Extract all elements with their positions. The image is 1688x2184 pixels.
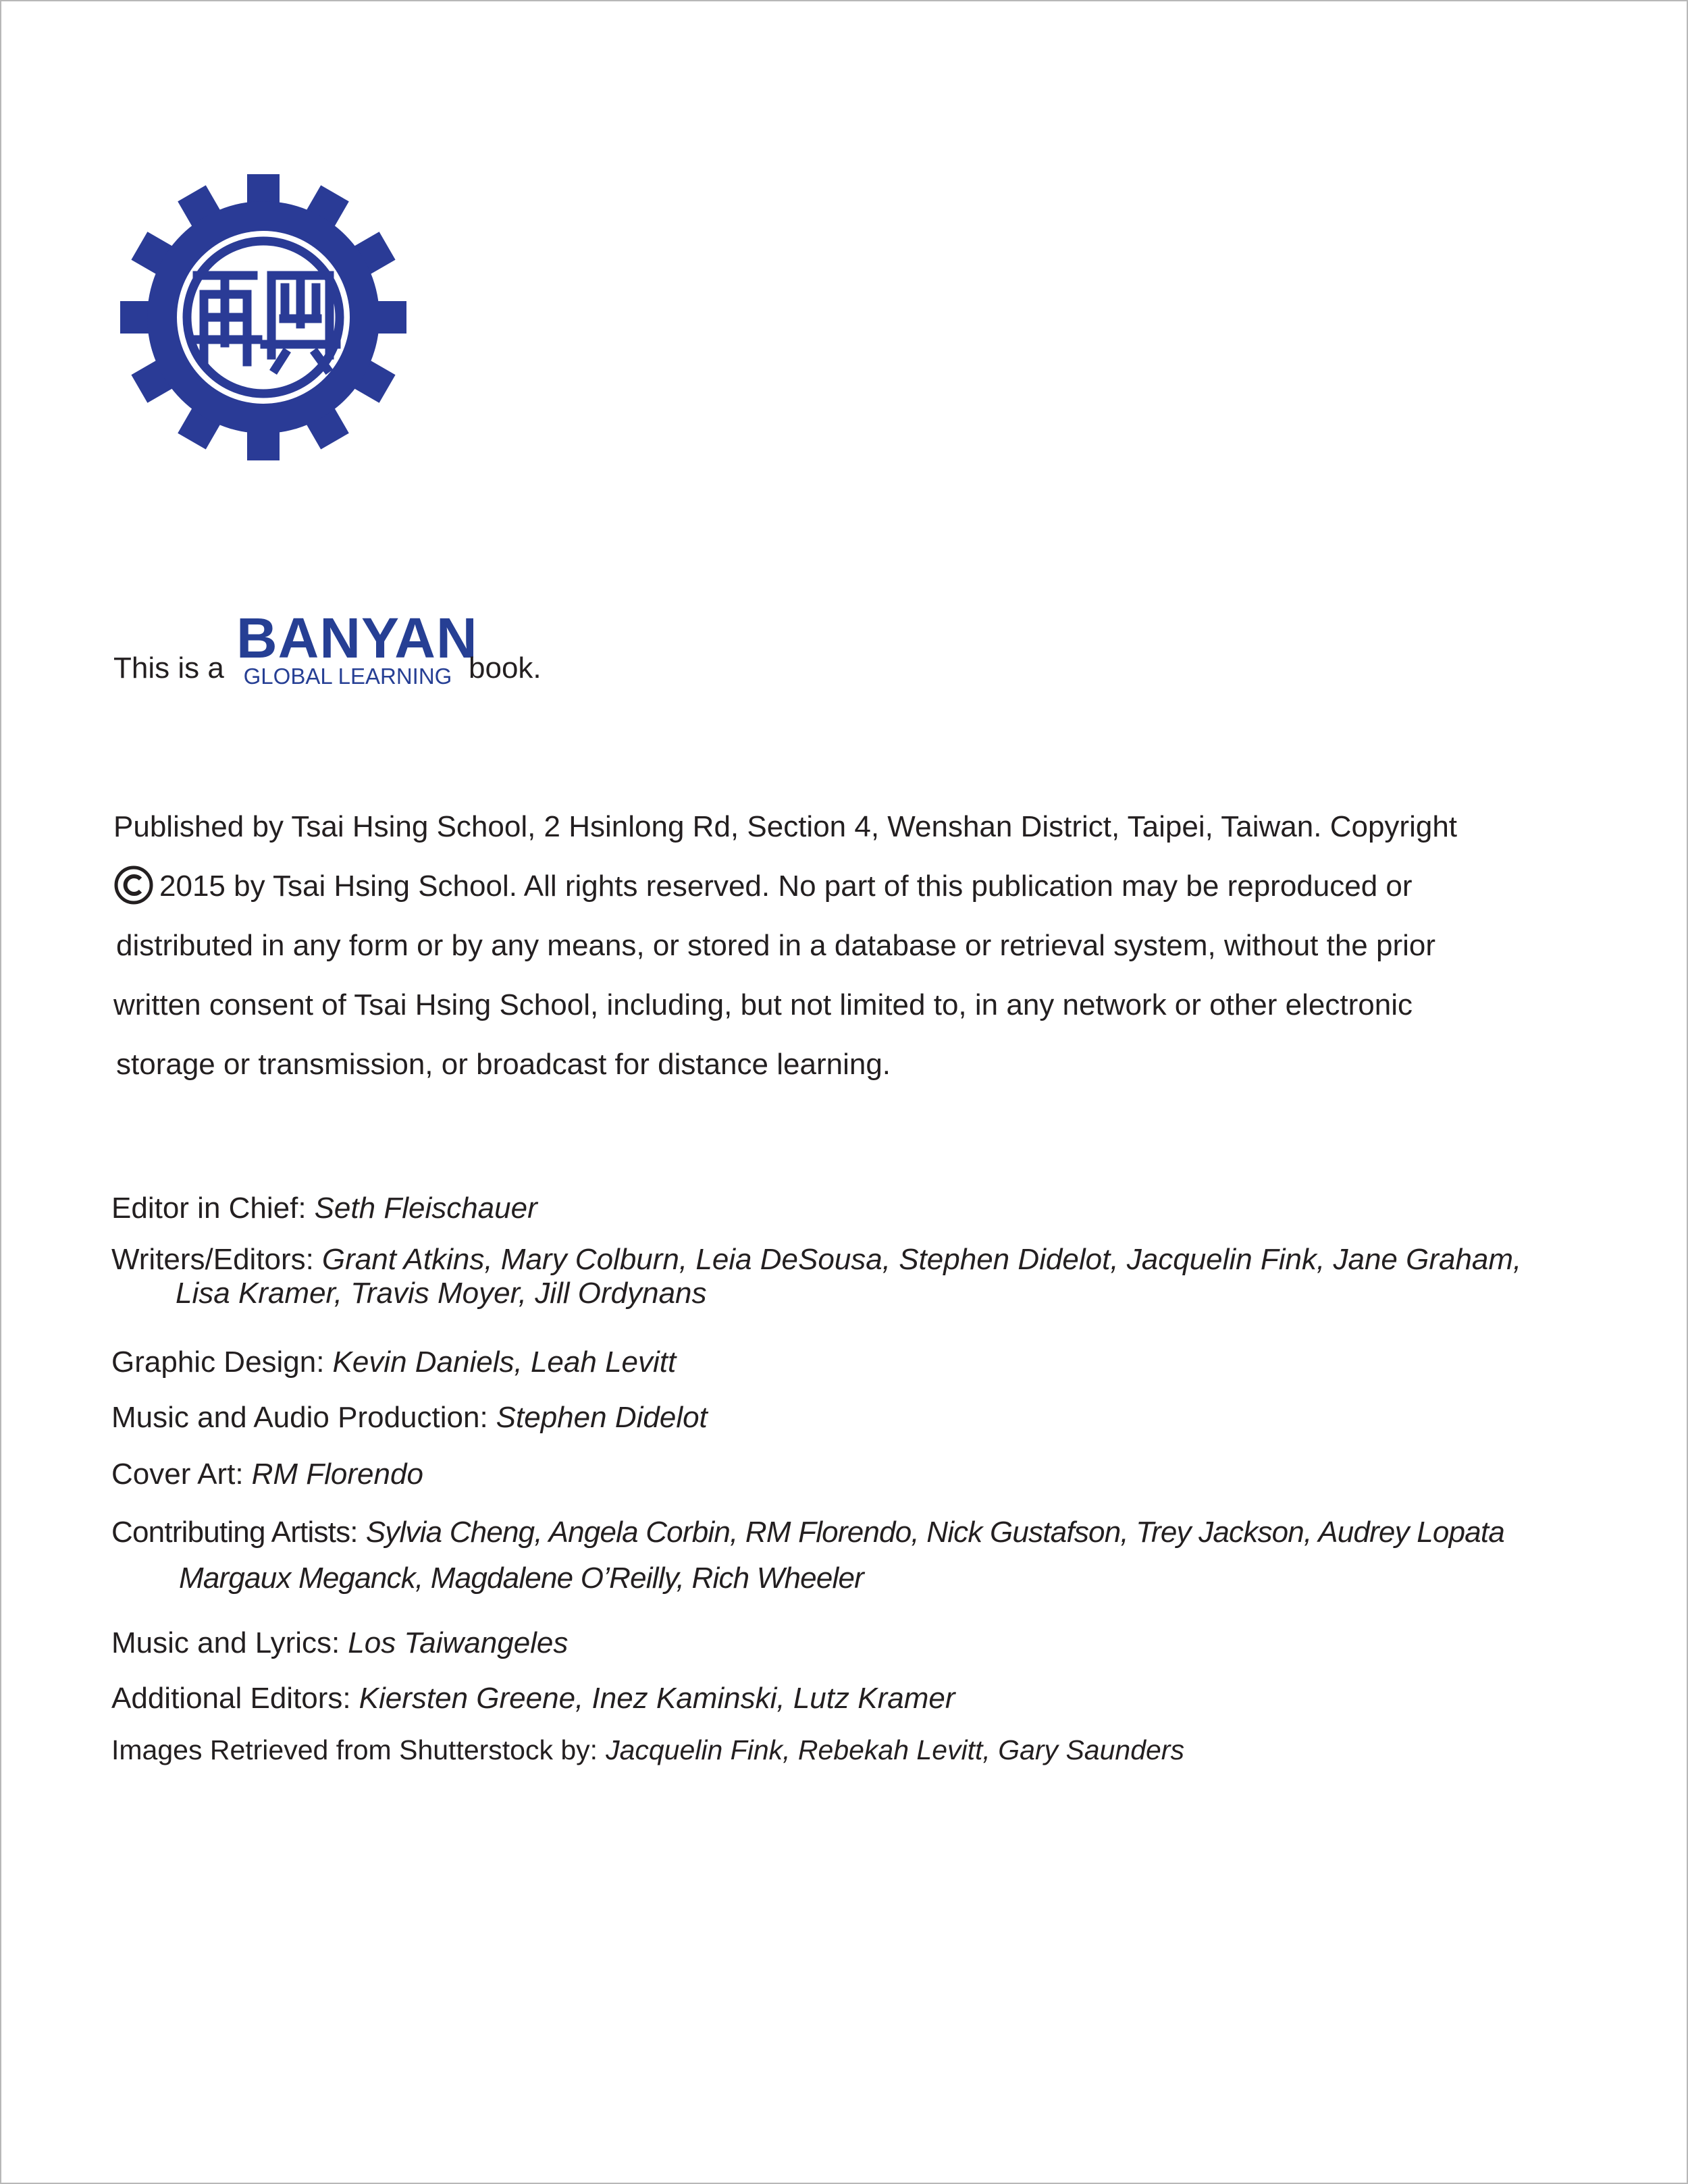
credit-writers-editors <box>111 1243 1631 1346</box>
banyan-brand-subtitle: GLOBAL LEARNING <box>243 664 452 689</box>
credit-names: RM Florendo <box>251 1458 423 1491</box>
credit-editor-in-chief <box>111 1192 1631 1243</box>
publication-line <box>113 863 1599 922</box>
credit-names: Kevin Daniels, Leah Levitt <box>332 1346 677 1379</box>
banyan-book-line <box>113 606 1059 692</box>
publication-notice <box>113 803 1599 1100</box>
banyan-global-learning-logo <box>236 606 478 689</box>
banyan-post-text: book. <box>469 651 542 685</box>
credit-label: Music and Audio Production: <box>111 1401 488 1434</box>
school-seal-logo <box>115 174 412 461</box>
credit-names: Sylvia Cheng, Angela Corbin, RM Florendo, Nick Gustafson, Trey Jackson, Audrey Lopata <box>365 1516 1505 1549</box>
credit-contributing-artists <box>111 1516 1631 1626</box>
credit-label: Music and Lyrics: <box>111 1626 340 1659</box>
credit-names: Jacquelin Fink, Rebekah Levitt, Gary Saunders <box>606 1734 1184 1765</box>
credit-label: Additional Editors: <box>111 1682 351 1715</box>
credit-label: Contributing Artists: <box>111 1516 358 1549</box>
credit-names: Los Taiwangeles <box>348 1626 569 1659</box>
credit-cover-art <box>111 1458 1631 1516</box>
banyan-pre-text: This is a <box>113 651 224 685</box>
publication-line: Published by Tsai Hsing School, 2 Hsinlong Rd, Section 4, Wenshan District, Taipei, Taiwan. Copyright <box>113 810 1458 843</box>
credit-names-continued: Margaux Meganck, Magdalene O’Reilly, Rich Wheeler <box>179 1562 864 1595</box>
credit-label: Writers/Editors: <box>111 1243 314 1276</box>
credit-music-audio <box>111 1401 1631 1458</box>
credit-graphic-design <box>111 1346 1631 1401</box>
credits-list <box>111 1192 1631 1766</box>
credit-music-lyrics <box>111 1626 1631 1682</box>
publication-line: storage or transmission, or broadcast for distance learning. <box>116 1048 891 1081</box>
credit-label: Images Retrieved from Shutterstock by: <box>111 1734 598 1765</box>
credit-label: Cover Art: <box>111 1458 244 1491</box>
credit-names: Grant Atkins, Mary Colburn, Leia DeSousa, Stephen Didelot, Jacquelin Fink, Jane Graham, <box>321 1243 1522 1276</box>
banyan-brand-name: BANYAN <box>236 606 478 670</box>
publication-line: written consent of Tsai Hsing School, including, but not limited to, in any network or other electronic <box>113 988 1413 1021</box>
credit-label: Editor in Chief: <box>111 1192 307 1225</box>
credit-names: Stephen Didelot <box>496 1401 708 1434</box>
publication-line-text: 2015 by Tsai Hsing School. All rights reserved. No part of this publication may be reproduced or <box>159 870 1413 903</box>
credit-additional-editors <box>111 1682 1631 1734</box>
credit-label: Graphic Design: <box>111 1346 325 1379</box>
credit-names: Seth Fleischauer <box>314 1192 537 1225</box>
credit-images-shutterstock <box>111 1734 1631 1766</box>
copyright-icon <box>113 865 154 905</box>
credit-names: Kiersten Greene, Inez Kaminski, Lutz Kramer <box>359 1682 955 1715</box>
credit-names-continued: Lisa Kramer, Travis Moyer, Jill Ordynans <box>176 1277 707 1310</box>
publication-line: distributed in any form or by any means, or stored in a database or retrieval system, without the prior <box>116 929 1436 962</box>
